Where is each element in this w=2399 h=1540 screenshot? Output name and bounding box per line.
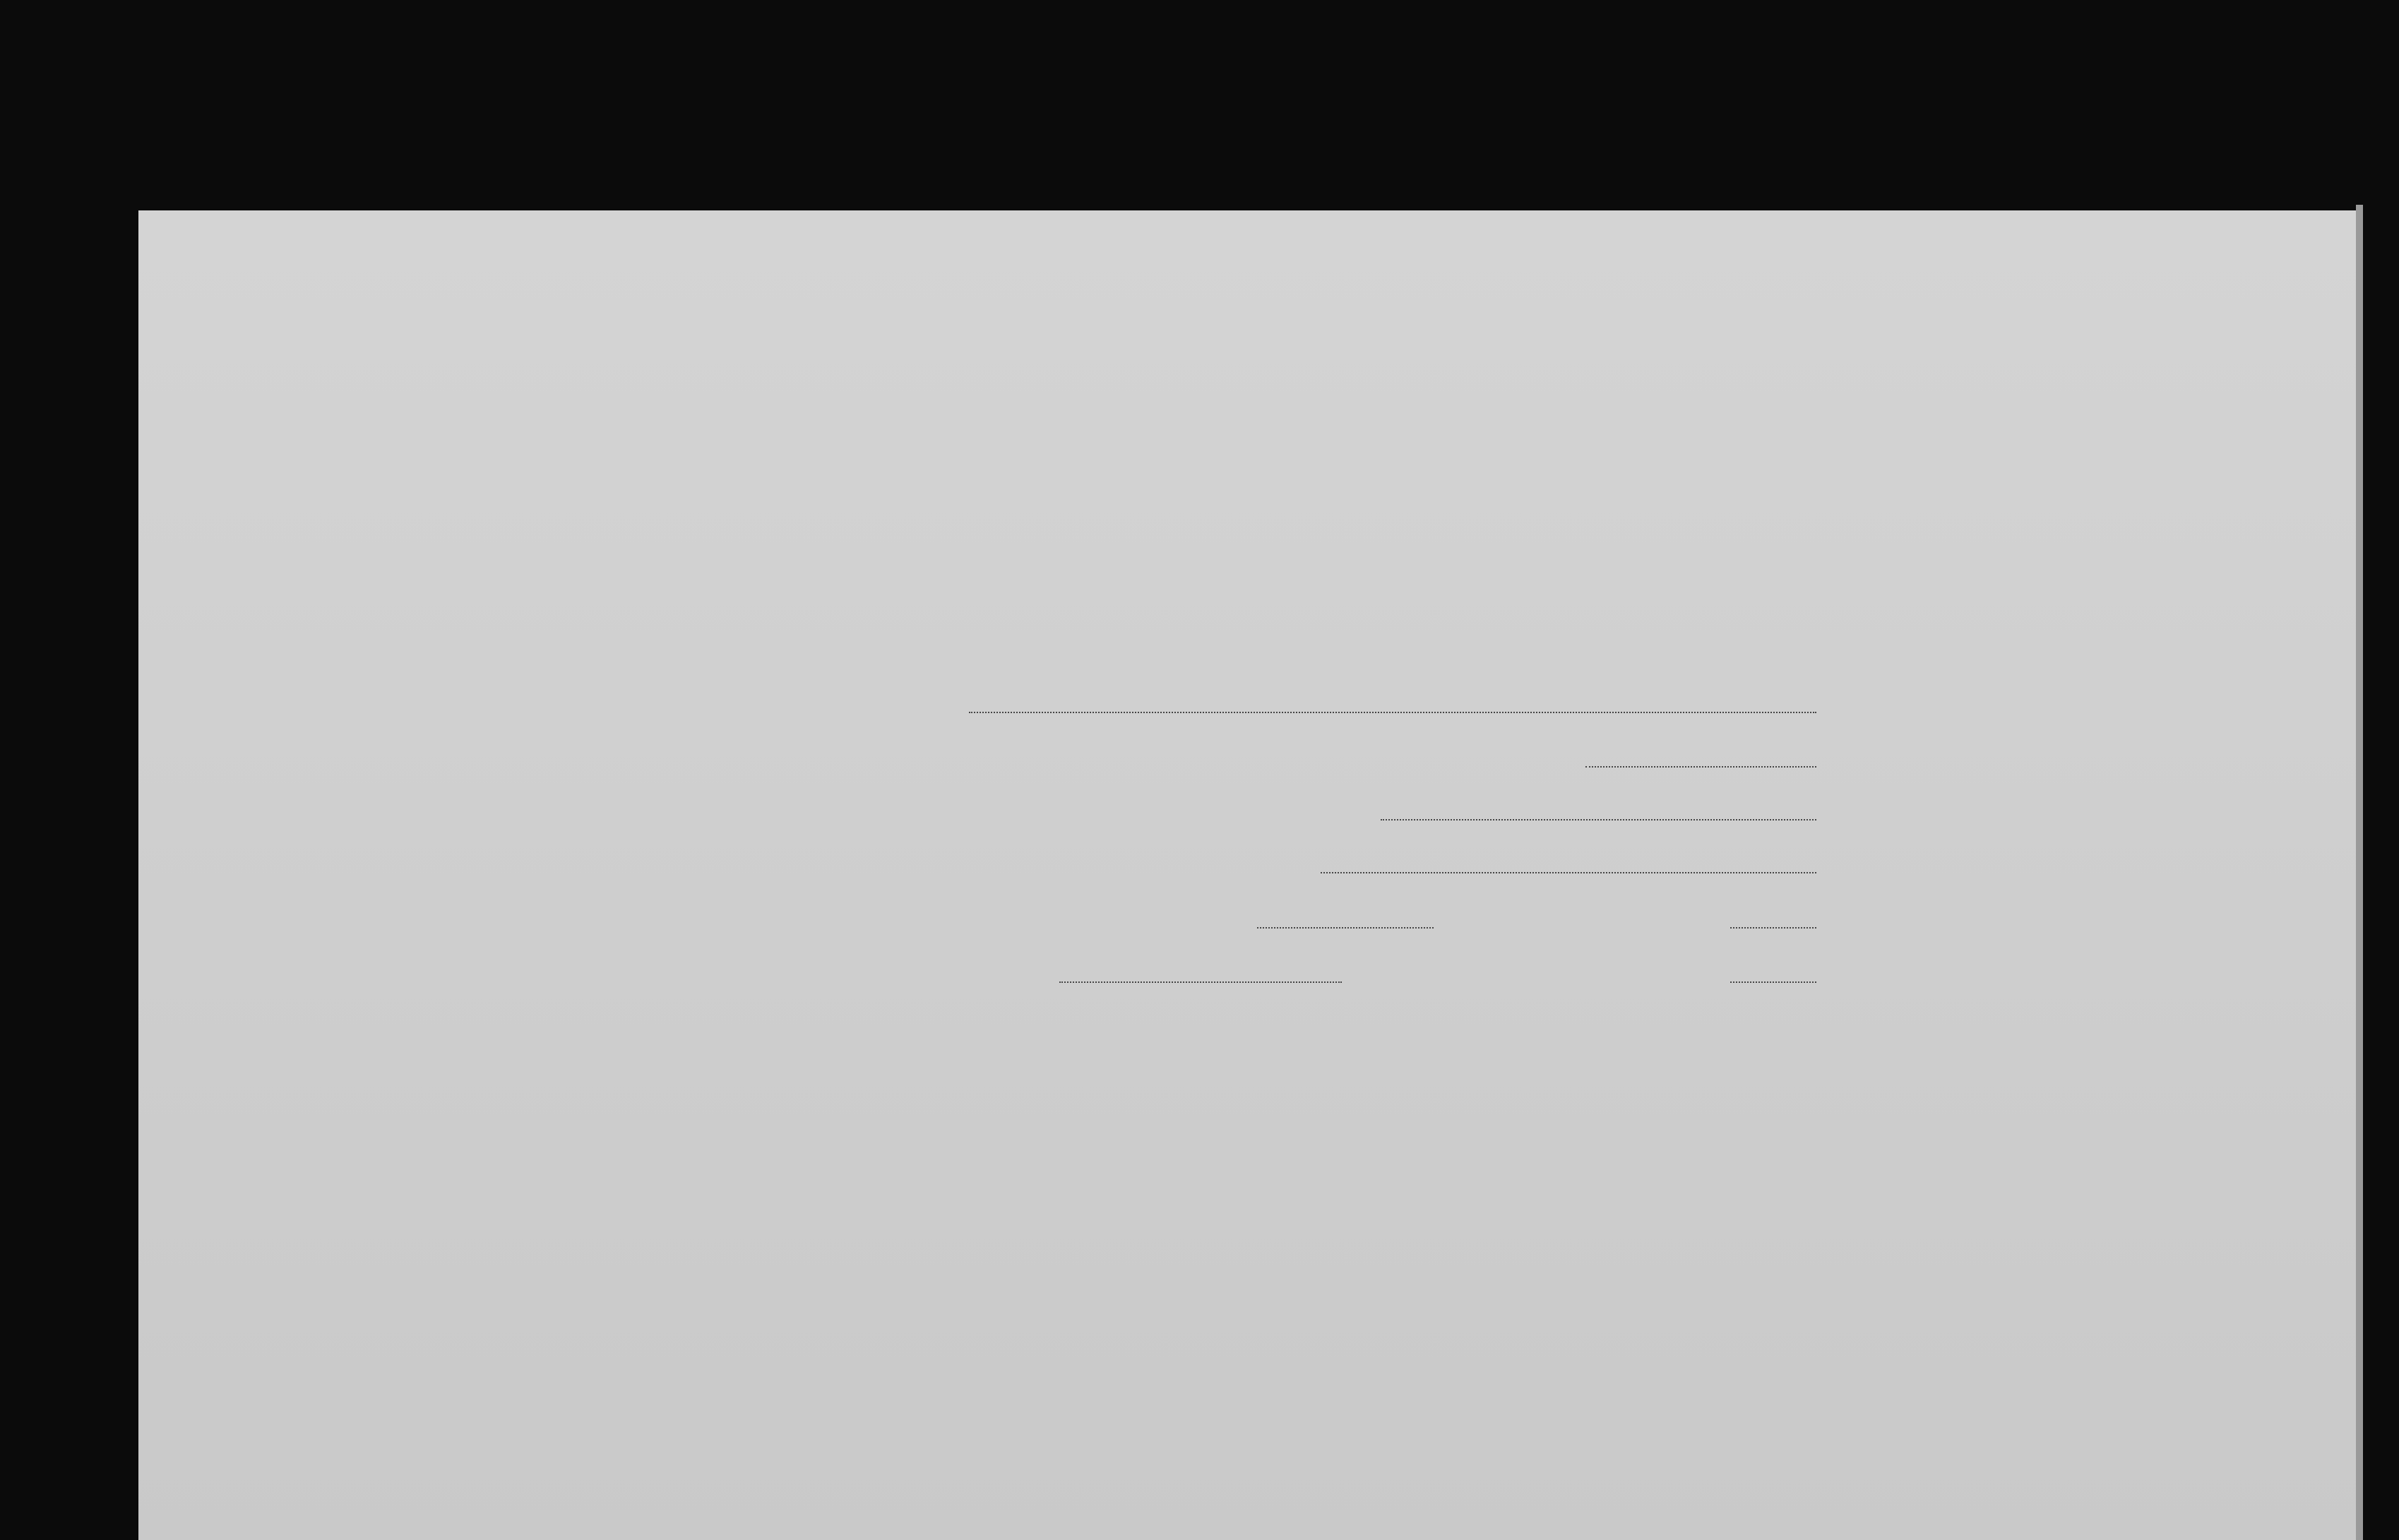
answer-line [1321, 872, 1816, 873]
answer-line [969, 712, 1816, 713]
answer-line [1730, 981, 1816, 983]
answer-line [1059, 981, 1342, 983]
paper-edge [2356, 205, 2363, 1540]
answer-line [1381, 819, 1816, 820]
answer-line [1730, 927, 1816, 929]
answer-line [1257, 927, 1434, 929]
answer-line [1585, 766, 1816, 768]
census-card [138, 210, 2356, 1540]
